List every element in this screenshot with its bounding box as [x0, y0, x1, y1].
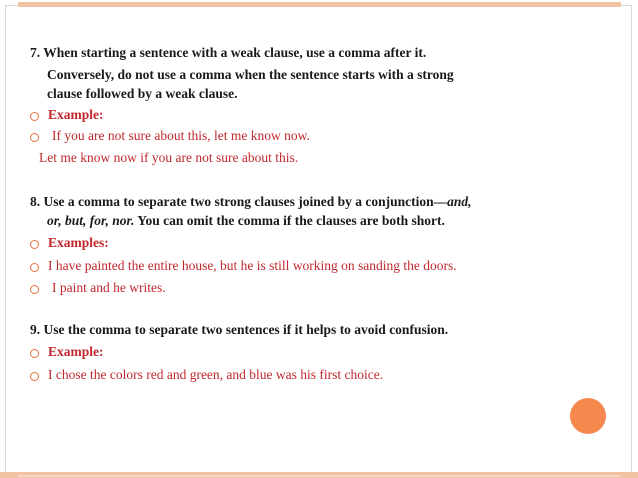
bullet-icon	[30, 133, 39, 142]
rule8-line1-em: and,	[447, 194, 472, 209]
bullet-icon	[30, 285, 39, 294]
rule8-line2-em: or, but, for, nor.	[47, 213, 135, 228]
rule9-example-label: Example:	[48, 344, 104, 359]
rule7-line2: Conversely, do not use a comma when the sentence starts with a strong	[47, 67, 454, 82]
bottom-accent-band-inner	[18, 475, 621, 477]
rule8-example2: I paint and he writes.	[52, 280, 166, 295]
bullet-icon	[30, 372, 39, 381]
rule8-line1-text: 8. Use a comma to separate two strong clauses joined by a conjunction—	[30, 194, 448, 209]
rule9-example1: I chose the colors red and green, and blue was his first choice.	[48, 367, 384, 382]
rule8-line2	[47, 212, 445, 230]
top-accent-band	[18, 2, 621, 7]
rule8-line1	[30, 193, 472, 211]
rule7-line3: clause followed by a weak clause.	[47, 86, 238, 101]
bullet-icon	[30, 263, 39, 272]
bullet-icon	[30, 240, 39, 249]
decorative-circle	[570, 398, 606, 434]
rule7-line1: 7. When starting a sentence with a weak clause, use a comma after it.	[30, 45, 427, 60]
rule7-example1: If you are not sure about this, let me know now.	[52, 128, 310, 143]
rule8-example-label: Examples:	[48, 235, 109, 250]
bullet-icon	[30, 112, 39, 121]
rule8-line2-text: You can omit the comma if the clauses are both short.	[134, 213, 445, 228]
rule9-line1: 9. Use the comma to separate two sentences if it helps to avoid confusion.	[30, 322, 449, 337]
rule7-example2: Let me know now if you are not sure about this.	[39, 150, 299, 165]
rule8-example1: I have painted the entire house, but he is still working on sanding the doors.	[48, 258, 457, 273]
rule7-example-label: Example:	[48, 107, 104, 122]
bullet-icon	[30, 349, 39, 358]
